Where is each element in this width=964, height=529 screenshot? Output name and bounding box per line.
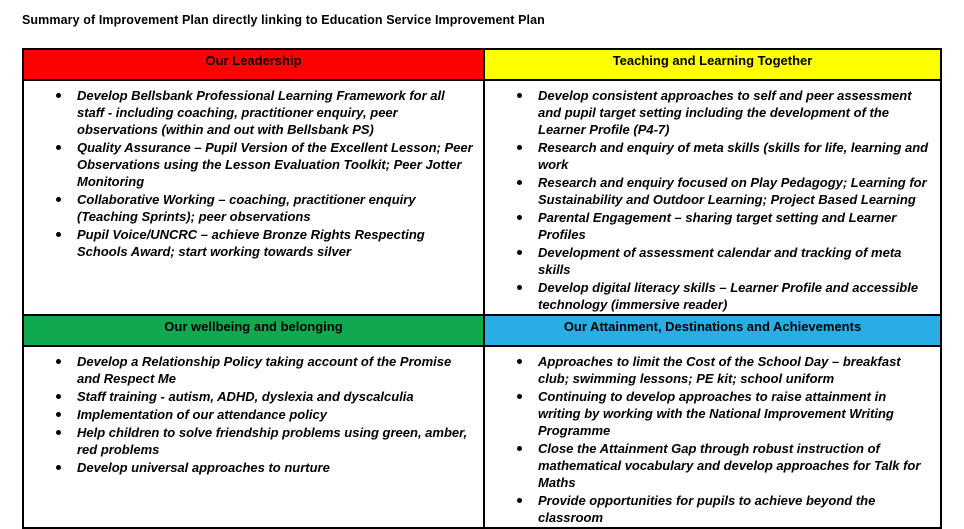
bullet-list-leadership: [24, 81, 483, 260]
quadrant-header-attainment: Our Attainment, Destinations and Achievements: [484, 315, 941, 346]
quadrant-header-leadership: Our Leadership: [23, 49, 484, 80]
quadrant-header-wellbeing: Our wellbeing and belonging: [23, 315, 484, 346]
bullet-list-wellbeing: [24, 347, 483, 476]
content-row-bottom: [23, 346, 941, 528]
bullet-item: Close the Attainment Gap through robust instruction of mathematical vocabulary and develop approaches for Talk for Maths: [538, 440, 930, 491]
quadrant-cell-teaching-and-learning: [484, 80, 941, 315]
quadrant-cell-leadership: [23, 80, 484, 315]
bullet-item: Continuing to develop approaches to raise attainment in writing by working with the National Improvement Writing Programme: [538, 388, 930, 439]
bullet-item: Approaches to limit the Cost of the School Day – breakfast club; swimming lessons; PE kit; school uniform: [538, 353, 930, 387]
page-title: Summary of Improvement Plan directly linking to Education Service Improvement Plan: [22, 13, 545, 27]
bullet-item: Parental Engagement – sharing target setting and Learner Profiles: [538, 209, 930, 243]
header-row-top: [23, 49, 941, 80]
bullet-item: Research and enquiry of meta skills (skills for life, learning and work: [538, 140, 929, 172]
bullet-item: Provide opportunities for pupils to achieve beyond the classroom: [538, 492, 930, 526]
bullet-item: Development of assessment calendar and tracking of meta skills: [538, 244, 930, 278]
bullet-item: Implementation of our attendance policy: [77, 406, 473, 423]
bullet-list-attainment: [485, 347, 940, 526]
content-row-top: [23, 80, 941, 315]
bullet-item: Quality Assurance – Pupil Version of the Excellent Lesson; Peer Observations using the Lesson Evaluation Toolkit; Peer Jotter Monitoring: [77, 140, 473, 189]
header-row-bottom: [23, 315, 941, 346]
bullet-list-teaching-and-learning: [485, 81, 940, 313]
quadrant-header-teaching-and-learning: Teaching and Learning Together: [484, 49, 941, 80]
bullet-item: Pupil Voice/UNCRC – achieve Bronze Rights Respecting Schools Award; start working towards silver: [77, 226, 473, 260]
bullet-item: Staff training - autism, ADHD, dyslexia and dyscalculia: [77, 388, 473, 405]
bullet-item: Help children to solve friendship problems using green, amber, red problems: [77, 424, 473, 458]
improvement-plan-table: [22, 48, 942, 529]
quadrant-cell-wellbeing: [23, 346, 484, 528]
bullet-item: Research and enquiry focused on Play Pedagogy; Learning for Sustainability and Outdoor Learning; Project Based Learning: [538, 174, 930, 208]
bullet-item: Develop a Relationship Policy taking account of the Promise and Respect Me: [77, 353, 473, 387]
bullet-item: Collaborative Working – coaching, practitioner enquiry (Teaching Sprints); peer observations: [77, 191, 473, 225]
bullet-item: Develop digital literacy skills – Learner Profile and accessible technology (immersive reader): [538, 279, 930, 313]
bullet-item: Develop Bellsbank Professional Learning Framework for all staff - including coaching, practitioner enquiry, peer observations (within and out with Bellsbank PS): [77, 87, 473, 138]
bullet-item: Develop universal approaches to nurture: [77, 459, 473, 476]
bullet-item: Develop consistent approaches to self and peer assessment and pupil target setting including the development of the Learner Profile (P4-7): [538, 87, 930, 138]
quadrant-cell-attainment: [484, 346, 941, 528]
